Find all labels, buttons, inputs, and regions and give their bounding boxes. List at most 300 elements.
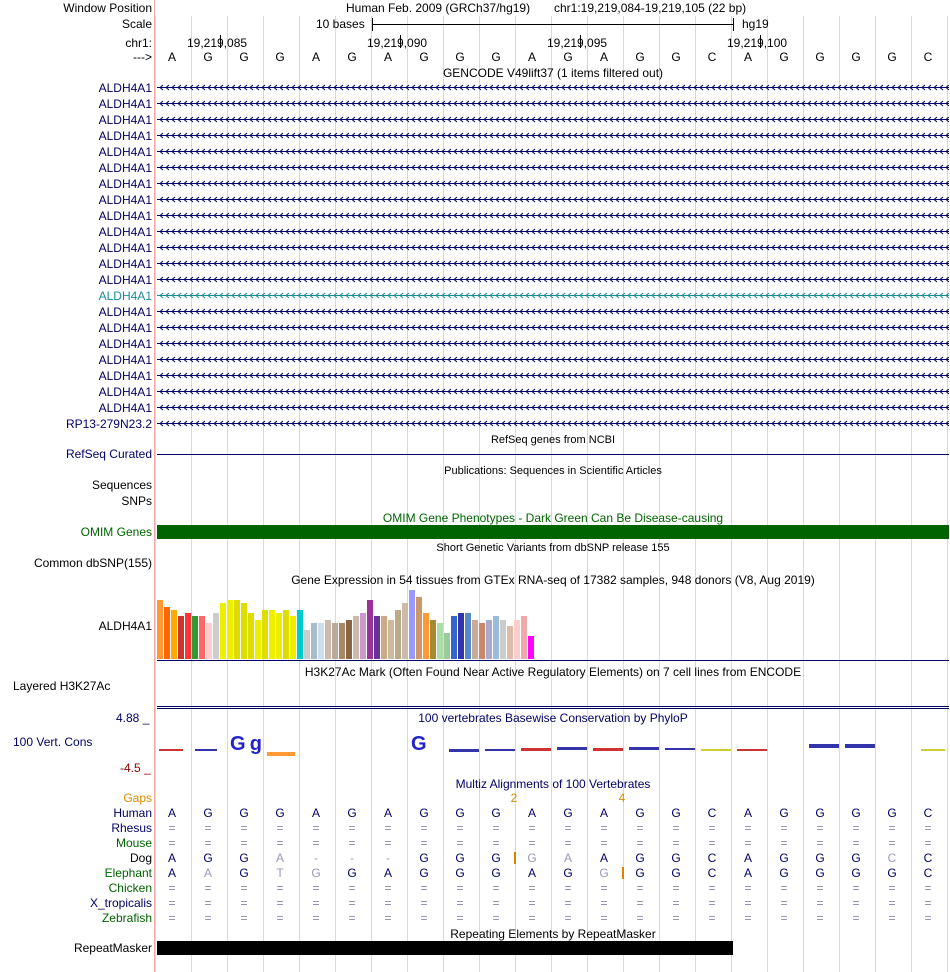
aligned-base: =	[852, 911, 860, 925]
gtex-tissue-bar[interactable]	[402, 603, 408, 659]
gencode-gene-model[interactable]	[157, 418, 949, 429]
omim-gene-bar[interactable]	[157, 525, 949, 539]
gtex-tissue-bar[interactable]	[514, 620, 520, 659]
aligned-base: =	[888, 881, 896, 895]
aligned-base: =	[672, 821, 680, 835]
gencode-gene-model[interactable]	[157, 258, 949, 269]
gridline	[443, 16, 444, 972]
aligned-base: =	[780, 821, 788, 835]
aligned-base: =	[384, 836, 392, 850]
aligned-base: T	[276, 866, 284, 880]
gencode-gene-label[interactable]: ALDH4A1	[98, 129, 152, 143]
gencode-gene-model[interactable]	[157, 114, 949, 125]
multiz-species-label[interactable]: Chicken	[108, 881, 152, 895]
gtex-tissue-bar[interactable]	[332, 623, 338, 659]
gtex-tissue-bar[interactable]	[157, 600, 163, 659]
aligned-base: G	[815, 806, 825, 820]
aligned-base: =	[276, 911, 284, 925]
aligned-base: G	[779, 806, 789, 820]
gtex-tissue-bar[interactable]	[360, 613, 366, 659]
aligned-base: =	[168, 911, 176, 925]
aligned-base: A	[167, 806, 176, 820]
reference-base: A	[383, 50, 392, 64]
gtex-tissue-bar[interactable]	[178, 616, 184, 659]
gtex-tissue-bar[interactable]	[283, 610, 289, 659]
gridline	[587, 16, 588, 972]
reference-base: A	[743, 50, 752, 64]
aligned-base: =	[780, 896, 788, 910]
aligned-base: =	[276, 821, 284, 835]
aligned-base: G	[887, 806, 897, 820]
gtex-tissue-bar[interactable]	[367, 600, 373, 659]
aligned-base: =	[276, 836, 284, 850]
aligned-base: =	[744, 911, 752, 925]
gtex-tissue-bar[interactable]	[451, 616, 457, 659]
aligned-base: A	[743, 806, 752, 820]
aligned-base: A	[599, 806, 608, 820]
gtex-label[interactable]: ALDH4A1	[98, 619, 152, 633]
reference-base: G	[275, 50, 285, 64]
aligned-base: G	[455, 851, 465, 865]
h3k27ac-baseline-1	[157, 706, 949, 707]
gtex-tissue-bar[interactable]	[353, 616, 359, 659]
aligned-base: =	[564, 836, 572, 850]
gtex-tissue-bar[interactable]	[199, 616, 205, 659]
gencode-gene-model[interactable]	[157, 370, 949, 381]
phylop-bar-15	[557, 747, 587, 750]
gtex-tissue-bar[interactable]	[486, 620, 492, 659]
coord-tick-label: 19,219,090	[367, 36, 428, 50]
aligned-base: =	[672, 881, 680, 895]
multiz-species-label[interactable]: X_tropicalis	[89, 896, 152, 910]
aligned-base: =	[528, 896, 536, 910]
phylop-wiggle[interactable]	[157, 730, 949, 764]
scale-bar-text: 10 bases	[316, 17, 365, 31]
aligned-base: G	[851, 806, 861, 820]
aligned-base: A	[167, 851, 176, 865]
aligned-base: G	[275, 806, 285, 820]
gap-count: 2	[510, 791, 518, 805]
aligned-base: =	[528, 836, 536, 850]
gtex-tissue-bar[interactable]	[262, 610, 268, 659]
aligned-base: G	[671, 851, 681, 865]
gtex-tissue-bar[interactable]	[227, 600, 233, 659]
aligned-base: C	[707, 806, 717, 820]
aligned-base: =	[888, 836, 896, 850]
reference-base: A	[167, 50, 176, 64]
omim-track-title: OMIM Gene Phenotypes - Dark Green Can Be Disease-causing	[382, 511, 724, 525]
dbsnp-label[interactable]: Common dbSNP(155)	[33, 556, 152, 570]
gtex-tissue-bar[interactable]	[185, 613, 191, 659]
gtex-tissue-bar[interactable]	[311, 623, 317, 659]
gtex-tissue-bar[interactable]	[465, 613, 471, 659]
aligned-base: =	[636, 911, 644, 925]
aligned-base: =	[888, 821, 896, 835]
aligned-base: G	[563, 866, 573, 880]
aligned-base: =	[492, 821, 500, 835]
refseq-label[interactable]: RefSeq Curated	[65, 447, 152, 461]
phylop-bar-17	[629, 747, 659, 750]
gtex-tissue-bar[interactable]	[192, 616, 198, 659]
multiz-species-label[interactable]: Human	[113, 806, 152, 820]
aligned-base: =	[924, 896, 932, 910]
gtex-tissue-bar[interactable]	[213, 613, 219, 659]
gtex-tissue-bar[interactable]	[493, 616, 499, 659]
reference-base: G	[239, 50, 249, 64]
aligned-base: =	[852, 896, 860, 910]
gencode-gene-label[interactable]: ALDH4A1	[98, 225, 152, 239]
gencode-gene-model[interactable]	[157, 386, 949, 397]
assembly-title: Human Feb. 2009 (GRCh37/hg19)	[346, 1, 531, 15]
gtex-tissue-bar[interactable]	[430, 620, 436, 659]
gencode-gene-model[interactable]	[157, 290, 949, 301]
aligned-base: =	[456, 911, 464, 925]
multiz-species-label[interactable]: Dog	[129, 851, 152, 865]
aligned-base: =	[852, 881, 860, 895]
aligned-base: A	[743, 851, 752, 865]
aligned-base: =	[492, 896, 500, 910]
aligned-base: =	[312, 896, 320, 910]
scale-db: hg19	[742, 17, 769, 31]
gtex-tissue-bar[interactable]	[374, 616, 380, 659]
reference-base: A	[311, 50, 320, 64]
aligned-base: =	[564, 911, 572, 925]
gencode-gene-model[interactable]	[157, 322, 949, 333]
multiz-species-label[interactable]: Rhesus	[111, 821, 152, 835]
aligned-base: =	[852, 836, 860, 850]
aligned-base: =	[204, 836, 212, 850]
h3k27ac-baseline-2	[157, 708, 949, 709]
gtex-tissue-bar[interactable]	[220, 603, 226, 659]
repeatmasker-label[interactable]: RepeatMasker	[73, 941, 152, 955]
gtex-tissue-bar[interactable]	[255, 620, 261, 659]
gtex-tissue-bar[interactable]	[458, 613, 464, 659]
aligned-base: =	[204, 821, 212, 835]
aligned-base: C	[923, 866, 933, 880]
aligned-base: C	[923, 851, 933, 865]
aligned-base: G	[887, 866, 897, 880]
phylop-bar-14	[521, 748, 551, 751]
gencode-gene-label[interactable]: ALDH4A1	[98, 241, 152, 255]
aligned-base: G	[203, 806, 213, 820]
gencode-gene-model[interactable]	[157, 98, 949, 109]
aligned-base: =	[240, 911, 248, 925]
gtex-tissue-bar[interactable]	[381, 616, 387, 659]
coord-tick-label: 19,219,100	[727, 36, 788, 50]
gtex-tissue-bar[interactable]	[521, 616, 527, 659]
gencode-gene-model[interactable]	[157, 82, 949, 93]
aligned-base: =	[636, 821, 644, 835]
omim-label[interactable]: OMIM Genes	[80, 525, 152, 539]
gtex-tissue-bar[interactable]	[276, 613, 282, 659]
gridline	[191, 16, 192, 972]
aligned-base: =	[420, 836, 428, 850]
aligned-base: =	[492, 881, 500, 895]
gencode-gene-model[interactable]	[157, 306, 949, 317]
aligned-base: =	[708, 836, 716, 850]
aligned-base: =	[240, 896, 248, 910]
gridline	[263, 16, 264, 972]
phylop-bar-16	[593, 748, 623, 751]
aligned-base: =	[240, 836, 248, 850]
scale-bar	[372, 24, 734, 25]
gencode-gene-label[interactable]: ALDH4A1	[98, 289, 152, 303]
aligned-base: =	[456, 836, 464, 850]
phylop-bar-23	[921, 749, 945, 751]
gtex-bar-chart[interactable]	[157, 587, 557, 659]
gridline	[875, 16, 876, 972]
phylop-bar-19	[701, 749, 731, 751]
repeatmasker-element[interactable]	[157, 941, 733, 955]
aligned-base: =	[636, 836, 644, 850]
gap-count: 4	[618, 791, 626, 805]
gtex-tissue-bar[interactable]	[304, 630, 310, 659]
aligned-base: G	[815, 851, 825, 865]
gtex-tissue-bar[interactable]	[290, 616, 296, 659]
multiz-species-label[interactable]: Zebrafish	[101, 911, 152, 925]
aligned-base: =	[456, 881, 464, 895]
aligned-base: G	[527, 851, 537, 865]
phylop-bar-4	[267, 752, 295, 756]
gencode-gene-model[interactable]	[157, 130, 949, 141]
insertion-marker	[622, 867, 624, 879]
gridline	[515, 16, 516, 972]
gencode-gene-model[interactable]	[157, 242, 949, 253]
aligned-base: =	[636, 881, 644, 895]
aligned-base: G	[203, 851, 213, 865]
gtex-tissue-bar[interactable]	[318, 623, 324, 659]
gencode-gene-model[interactable]	[157, 146, 949, 157]
gtex-tissue-bar[interactable]	[500, 620, 506, 659]
aligned-base: A	[275, 851, 284, 865]
aligned-base: =	[312, 911, 320, 925]
multiz-species-label[interactable]: Mouse	[115, 836, 152, 850]
aligned-base: G	[419, 866, 429, 880]
aligned-base: =	[384, 821, 392, 835]
gtex-tissue-bar[interactable]	[269, 610, 275, 659]
aligned-base: =	[492, 911, 500, 925]
gencode-gene-model[interactable]	[157, 178, 949, 189]
aligned-base: G	[239, 851, 249, 865]
gridline	[155, 16, 156, 972]
aligned-base: =	[744, 896, 752, 910]
phylop-glyph-11: G	[411, 733, 427, 755]
phylop-bar-12	[449, 749, 479, 752]
aligned-base: =	[564, 881, 572, 895]
gencode-gene-label[interactable]: ALDH4A1	[98, 369, 152, 383]
gtex-tissue-bar[interactable]	[528, 636, 534, 659]
aligned-base: A	[311, 806, 320, 820]
aligned-base: G	[779, 866, 789, 880]
gencode-gene-model[interactable]	[157, 194, 949, 205]
aligned-base: =	[528, 911, 536, 925]
aligned-base: =	[456, 821, 464, 835]
gencode-gene-label[interactable]: ALDH4A1	[98, 321, 152, 335]
aligned-base: =	[276, 881, 284, 895]
aligned-base: =	[276, 896, 284, 910]
aligned-base: =	[816, 896, 824, 910]
gencode-gene-model[interactable]	[157, 354, 949, 365]
gtex-tissue-bar[interactable]	[325, 620, 331, 659]
reference-base: G	[419, 50, 429, 64]
gtex-tissue-bar[interactable]	[472, 620, 478, 659]
aligned-base: =	[420, 881, 428, 895]
gencode-gene-label[interactable]: ALDH4A1	[98, 177, 152, 191]
gencode-gene-label[interactable]: ALDH4A1	[98, 353, 152, 367]
gencode-gene-label[interactable]: ALDH4A1	[98, 81, 152, 95]
refseq-track-title: RefSeq genes from NCBI	[490, 434, 616, 446]
aligned-base: =	[564, 821, 572, 835]
aligned-base: =	[600, 821, 608, 835]
aligned-base: C	[707, 851, 717, 865]
gtex-tissue-bar[interactable]	[164, 607, 170, 659]
gencode-gene-label[interactable]: ALDH4A1	[98, 385, 152, 399]
phylop-ymax: 4.88 _	[116, 711, 150, 725]
reference-base: G	[779, 50, 789, 64]
aligned-base: =	[564, 896, 572, 910]
publications-snps-label[interactable]: SNPs	[121, 494, 152, 508]
gtex-tissue-bar[interactable]	[507, 626, 513, 659]
gencode-gene-label[interactable]: RP13-279N23.2	[65, 417, 152, 431]
aligned-base: G	[491, 851, 501, 865]
phylop-bar-22	[845, 744, 875, 748]
phylop-ymin: -4.5 _	[120, 761, 151, 775]
refseq-gene-line[interactable]	[157, 454, 949, 455]
reference-base: G	[887, 50, 897, 64]
gencode-gene-label[interactable]: ALDH4A1	[98, 113, 152, 127]
aligned-base: =	[528, 881, 536, 895]
gtex-tissue-bar[interactable]	[346, 620, 352, 659]
aligned-base: G	[419, 806, 429, 820]
gtex-tissue-bar[interactable]	[297, 610, 303, 659]
aligned-base: =	[888, 896, 896, 910]
gencode-gene-model[interactable]	[157, 402, 949, 413]
aligned-base: G	[491, 866, 501, 880]
multiz-species-label[interactable]: Elephant	[104, 866, 152, 880]
reference-base: G	[635, 50, 645, 64]
reference-base: A	[527, 50, 536, 64]
scale-bar-right-tick	[733, 18, 734, 31]
aligned-base: G	[635, 866, 645, 880]
aligned-base: =	[348, 881, 356, 895]
insertion-marker	[514, 852, 516, 864]
aligned-base: =	[348, 911, 356, 925]
aligned-base: =	[312, 836, 320, 850]
gencode-gene-label[interactable]: ALDH4A1	[98, 97, 152, 111]
gtex-tissue-bar[interactable]	[395, 610, 401, 659]
gencode-gene-model[interactable]	[157, 210, 949, 221]
phylop-bar-2	[195, 749, 217, 751]
gencode-gene-label[interactable]: ALDH4A1	[98, 305, 152, 319]
phylop-label[interactable]: 100 Vert. Cons	[13, 735, 93, 749]
aligned-base: =	[744, 836, 752, 850]
aligned-base: =	[348, 821, 356, 835]
aligned-base: =	[672, 896, 680, 910]
aligned-base: G	[419, 851, 429, 865]
aligned-base: =	[780, 881, 788, 895]
aligned-base: G	[347, 806, 357, 820]
gtex-tissue-bar[interactable]	[437, 623, 443, 659]
gtex-tissue-bar[interactable]	[234, 600, 240, 659]
gencode-gene-label[interactable]: ALDH4A1	[98, 337, 152, 351]
h3k27ac-track-title: H3K27Ac Mark (Often Found Near Active Regulatory Elements) on 7 cell lines from ENCODE	[304, 665, 802, 679]
aligned-base: =	[708, 896, 716, 910]
aligned-base: =	[528, 821, 536, 835]
aligned-base: =	[600, 836, 608, 850]
gridline	[551, 16, 552, 972]
gtex-track-title: Gene Expression in 54 tissues from GTEx RNA-seq of 17382 samples, 948 donors (V8, Aug 2019)	[291, 573, 815, 587]
reference-base: C	[707, 50, 717, 64]
gtex-tissue-bar[interactable]	[248, 613, 254, 659]
aligned-base: =	[816, 836, 824, 850]
gtex-tissue-bar[interactable]	[339, 623, 345, 659]
gridline	[767, 16, 768, 972]
aligned-base: =	[312, 821, 320, 835]
aligned-base: =	[816, 881, 824, 895]
gtex-tissue-bar[interactable]	[241, 603, 247, 659]
gencode-gene-model[interactable]	[157, 338, 949, 349]
gencode-gene-label[interactable]: ALDH4A1	[98, 145, 152, 159]
gtex-tissue-bar[interactable]	[444, 633, 450, 659]
reference-base: G	[851, 50, 861, 64]
h3k27ac-label[interactable]: Layered H3K27Ac	[13, 679, 111, 693]
gencode-gene-label[interactable]: ALDH4A1	[98, 161, 152, 175]
gtex-baseline	[157, 660, 949, 661]
gencode-track-title: GENCODE V49lift37 (1 items filtered out)	[442, 66, 664, 80]
phylop-bar-20	[737, 749, 767, 751]
phylop-track-title: 100 vertebrates Basewise Conservation by PhyloP	[418, 711, 688, 725]
gencode-gene-model[interactable]	[157, 226, 949, 237]
gtex-tissue-bar[interactable]	[423, 613, 429, 659]
gencode-gene-label[interactable]: ALDH4A1	[98, 209, 152, 223]
gencode-gene-model[interactable]	[157, 274, 949, 285]
gtex-tissue-bar[interactable]	[171, 610, 177, 659]
aligned-base: =	[816, 821, 824, 835]
gtex-tissue-bar[interactable]	[416, 597, 422, 659]
aligned-base: G	[635, 851, 645, 865]
aligned-base: G	[671, 806, 681, 820]
reference-base: A	[599, 50, 608, 64]
gtex-tissue-bar[interactable]	[409, 590, 415, 659]
gridline	[911, 16, 912, 972]
reference-base: G	[347, 50, 357, 64]
gencode-gene-model[interactable]	[157, 162, 949, 173]
phylop-bar-13	[485, 749, 515, 751]
gencode-gene-label[interactable]: ALDH4A1	[98, 401, 152, 415]
aligned-base: C	[707, 866, 717, 880]
gtex-tissue-bar[interactable]	[388, 620, 394, 659]
multiz-gaps-label[interactable]: Gaps	[123, 791, 152, 805]
aligned-base: A	[527, 866, 536, 880]
gencode-gene-label[interactable]: ALDH4A1	[98, 257, 152, 271]
aligned-base: =	[600, 911, 608, 925]
aligned-base: =	[204, 911, 212, 925]
coord-tick-label: 19,219,085	[187, 36, 248, 50]
gtex-tissue-bar[interactable]	[479, 623, 485, 659]
aligned-base: =	[204, 881, 212, 895]
gencode-gene-label[interactable]: ALDH4A1	[98, 273, 152, 287]
aligned-base: G	[239, 866, 249, 880]
publications-sequences-label[interactable]: Sequences	[91, 478, 152, 492]
aligned-base: =	[924, 881, 932, 895]
gridline	[371, 16, 372, 972]
aligned-base: =	[420, 911, 428, 925]
aligned-base: =	[816, 911, 824, 925]
gencode-gene-label[interactable]: ALDH4A1	[98, 193, 152, 207]
aligned-base: A	[383, 806, 392, 820]
aligned-base: A	[527, 806, 536, 820]
gtex-tissue-bar[interactable]	[206, 623, 212, 659]
